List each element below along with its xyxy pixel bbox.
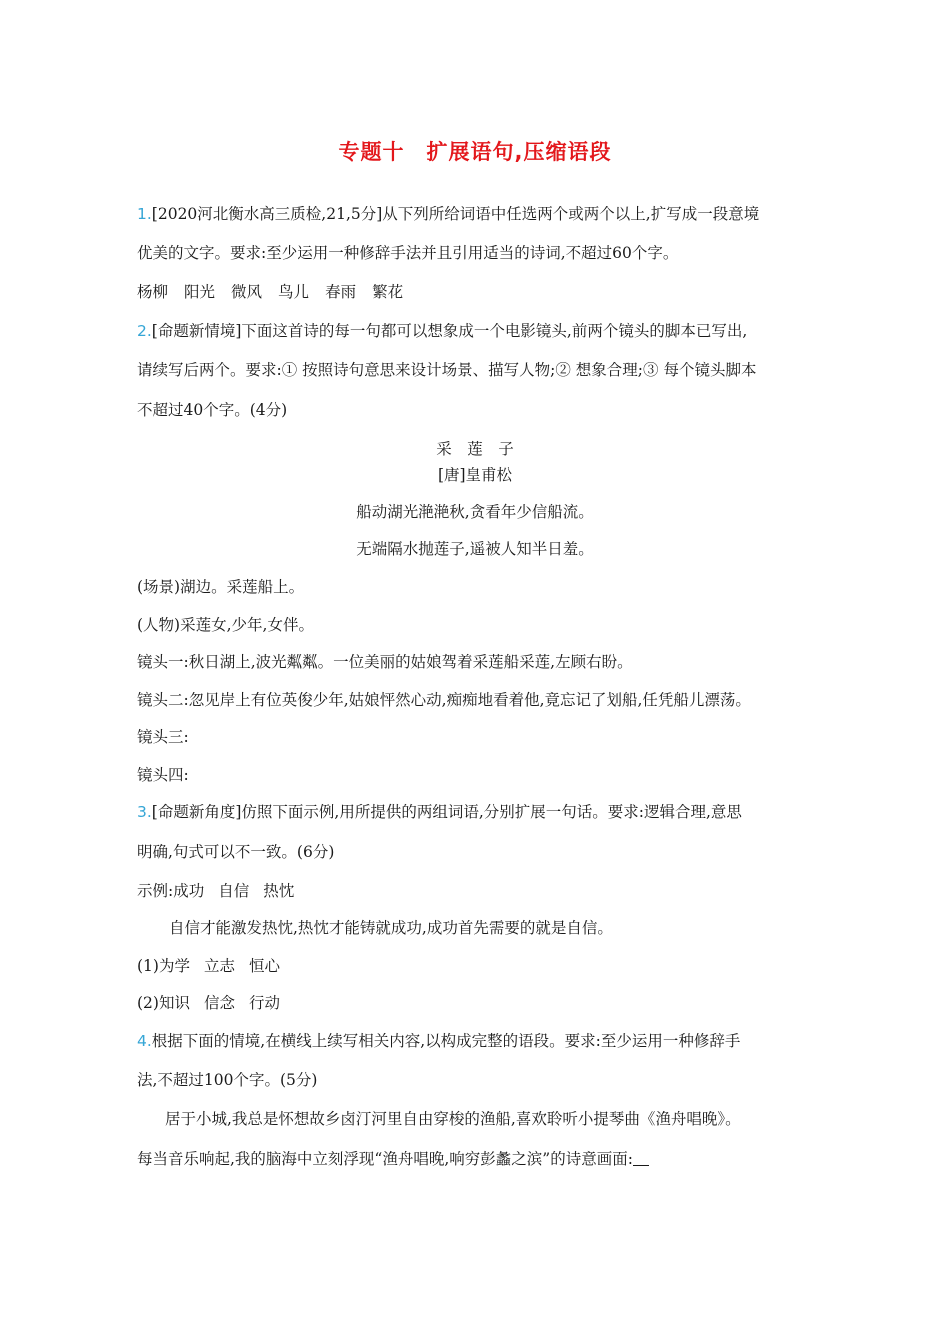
example-label: 示例:: [137, 882, 174, 900]
word: 为学: [158, 957, 190, 975]
poem-line-1: 船动湖光滟滟秋,贪看年少信船流。: [356, 503, 594, 521]
q4-line1: 4.根据下面的情境,在横线上续写相关内容,以构成完整的语段。要求:至少运用一种修辞手: [137, 1032, 741, 1050]
q3-line1: 3.[命题新角度]仿照下面示例,用所提供的两组词语,分别扩展一句话。要求:逻辑合理,意思: [137, 803, 742, 821]
question-number: 1.: [137, 205, 152, 223]
word: 阳光: [184, 283, 216, 301]
poem-title: 采 莲 子: [436, 440, 514, 458]
shot-3: 镜头三:: [137, 728, 189, 746]
word: 立志: [203, 957, 235, 975]
answer-blank[interactable]: [633, 1149, 649, 1166]
example-line: [137, 880, 817, 902]
title-topic: 专题十: [338, 140, 405, 164]
word: 知识: [158, 994, 190, 1012]
word: 微风: [231, 283, 263, 301]
page-title: [0, 136, 950, 166]
word: 热忱: [263, 882, 295, 900]
characters-text: (人物)采莲女,少年,女伴。: [137, 616, 314, 634]
word: 春雨: [325, 283, 357, 301]
item-label: (2): [137, 994, 159, 1012]
word: 成功: [173, 882, 205, 900]
q2-line3: 不超过40个字。(4分): [137, 401, 288, 419]
q1-line2: 优美的文字。要求:至少运用一种修辞手法并且引用适当的诗词,不超过60个字。: [137, 244, 679, 262]
word: 杨柳: [137, 283, 169, 301]
q1-word-list: [137, 281, 817, 303]
poem-line-2: 无端隔水抛莲子,遥被人知半日羞。: [356, 540, 594, 558]
shot-2: 镜头二:忽见岸上有位英俊少年,姑娘怦然心动,痴痴地看着他,竟忘记了划船,任凭船儿漂荡。: [137, 691, 751, 709]
item-1: [137, 955, 817, 977]
word: 自信: [218, 882, 250, 900]
question-number: 4.: [137, 1032, 152, 1050]
q1-line1: 1.[2020河北衡水高三质检,21,5分]从下列所给词语中任选两个或两个以上,扩写成一段意境: [137, 205, 760, 223]
q3-line2: 明确,句式可以不一致。(6分): [137, 843, 335, 861]
q2-line2: 请续写后两个。要求:① 按照诗句意思来设计场景、描写人物;② 想象合理;③ 每个镜头脚本: [137, 361, 757, 379]
item-2: [137, 992, 817, 1014]
shot-1: 镜头一:秋日湖上,波光粼粼。一位美丽的姑娘驾着采莲船采莲,左顾右盼。: [137, 653, 633, 671]
q4-line2: 法,不超过100个字。(5分): [137, 1071, 318, 1089]
word: 繁花: [372, 283, 404, 301]
title-subject: 扩展语句,压缩语段: [426, 140, 612, 164]
word: 鸟儿: [278, 283, 310, 301]
q4-paragraph-2: 每当音乐响起,我的脑海中立刻浮现“渔舟唱晚,响穷彭蠡之滨”的诗意画面:: [137, 1148, 817, 1170]
item-label: (1): [137, 957, 159, 975]
word: 行动: [249, 994, 281, 1012]
poem-author: [唐]皇甫松: [437, 466, 513, 484]
word: 信念: [203, 994, 235, 1012]
question-number: 2.: [137, 322, 152, 340]
scene-text: (场景)湖边。采莲船上。: [137, 578, 305, 596]
question-number: 3.: [137, 803, 152, 821]
shot-4: 镜头四:: [137, 766, 189, 784]
word: 恒心: [249, 957, 281, 975]
q2-line1: 2.[命题新情境]下面这首诗的每一句都可以想象成一个电影镜头,前两个镜头的脚本已写出,: [137, 322, 748, 340]
q4-paragraph-1: 居于小城,我总是怀想故乡卤汀河里自由穿梭的渔船,喜欢聆听小提琴曲《渔舟唱晚》。: [165, 1110, 741, 1128]
example-sentence: 自信才能激发热忱,热忱才能铸就成功,成功首先需要的就是自信。: [169, 919, 613, 937]
